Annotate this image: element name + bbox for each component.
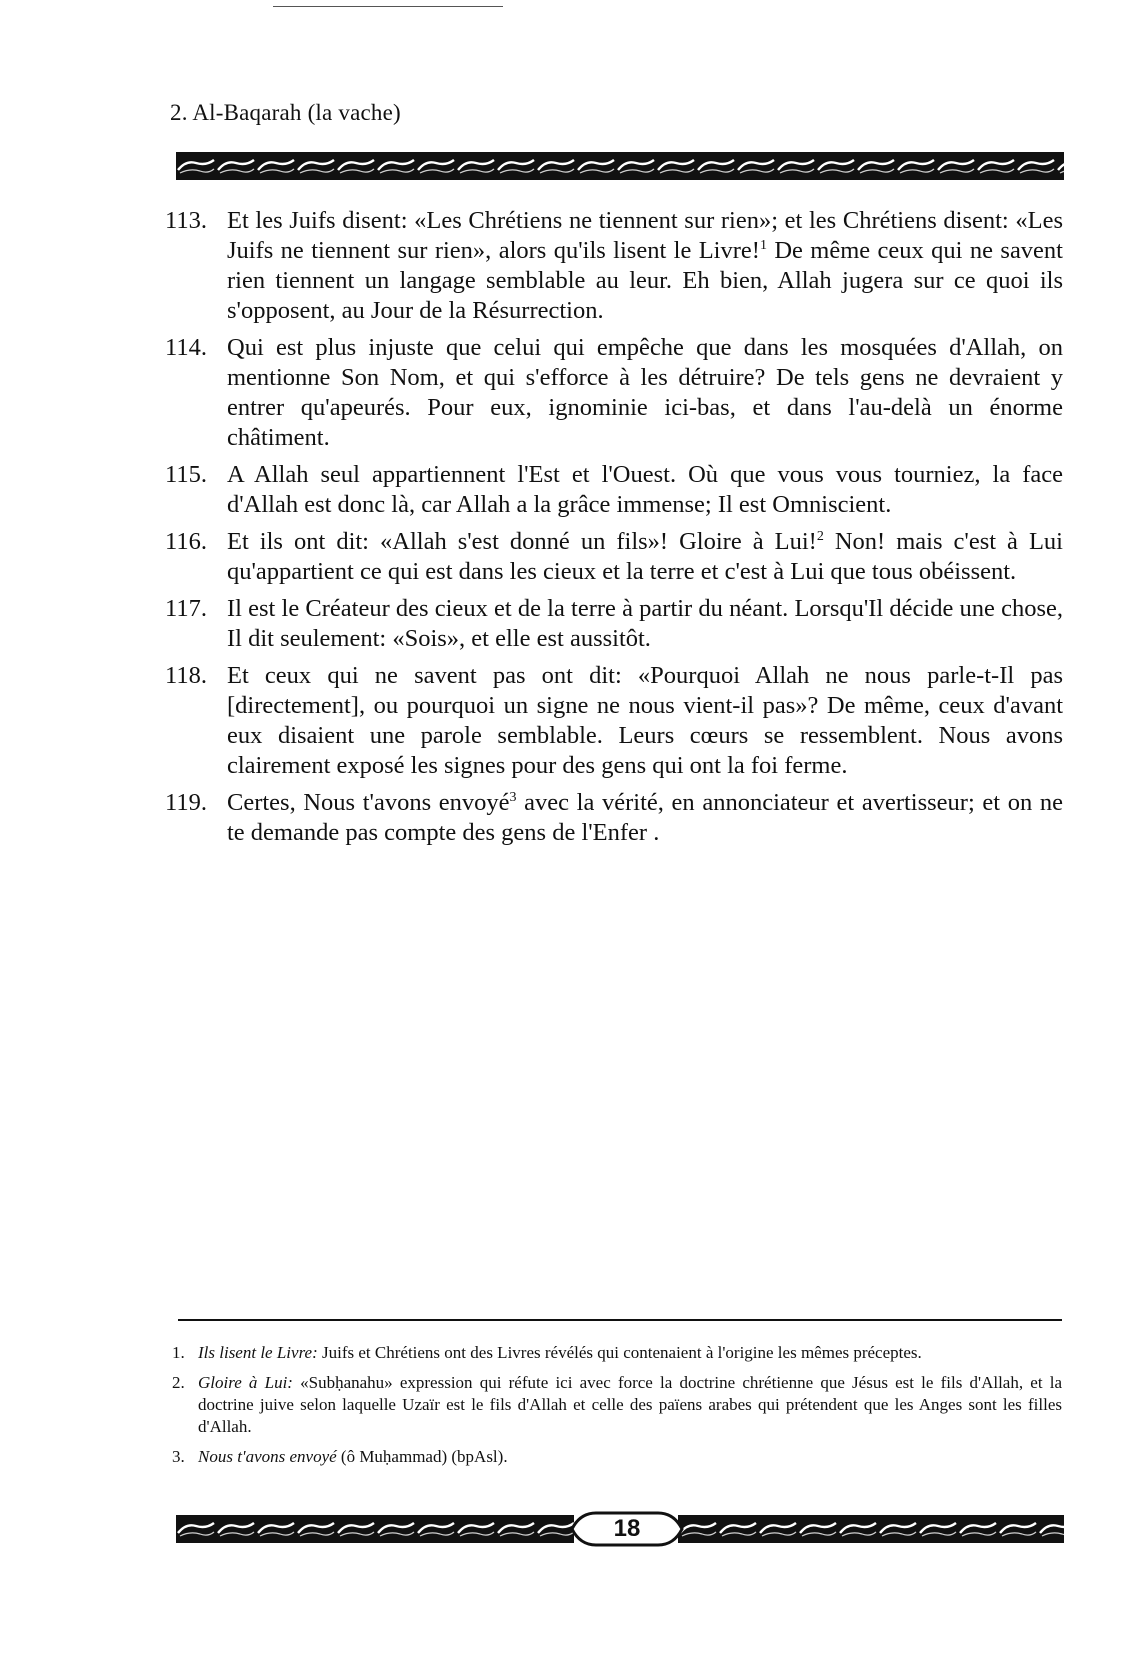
verse-body: Qui est plus injuste que celui qui empêche que dans les mosquées d'Allah, on mentionne Son Nom, et qui s'efforce à les détruire? De tels gens ne devraient y entrer qu'apeurés. Pour eux, ignominie ici-bas, et dans l'au-delà un énorme châtiment. [227, 334, 1063, 451]
verse-body: A Allah seul appartiennent l'Est et l'Ouest. Où que vous vous tourniez, la face d'Allah est donc là, car Allah a la grâce immense; Il est Omniscient. [227, 461, 1063, 518]
verse-number: 115. [165, 461, 207, 488]
ornamental-band-bottom-left [176, 1515, 574, 1543]
verse-number: 116. [165, 528, 207, 555]
footnote-text: Juifs et Chrétiens ont des Livres révélés qui contenaient à l'origine les mêmes préceptes. [317, 1343, 922, 1362]
verse-text [227, 788, 1063, 848]
verse-text [227, 333, 1063, 453]
footnotes-block [172, 1342, 1062, 1476]
footnote-number: 3. [172, 1447, 185, 1466]
ornamental-band-top [176, 152, 1064, 180]
top-rule [273, 6, 503, 7]
verse-number: 119. [165, 789, 207, 816]
footnote-text: (ô Muḥammad) (bpAsl). [336, 1447, 508, 1466]
footnote-3 [172, 1446, 1062, 1468]
verse-number: 117. [165, 595, 207, 622]
footnote-ref: 1 [759, 237, 767, 253]
verse-text [227, 206, 1063, 326]
surah-title: 2. Al-Baqarah (la vache) [170, 100, 401, 125]
verse-116 [165, 527, 1063, 587]
verse-body-cont: De même ceux qui ne savent rien tiennent un langage semblable au leur. Eh bien, Allah jugera sur ce quoi ils s'opposent, au Jour de la Résurrection. [227, 237, 1063, 324]
verse-118 [165, 661, 1063, 781]
footnote-number: 1. [172, 1343, 185, 1362]
footnote-1 [172, 1342, 1062, 1364]
verse-text [227, 661, 1063, 781]
verse-body-cont: avec la vérité, en annonciateur et avertisseur; et on ne te demande pas compte des gens de l'Enfer . [227, 789, 1063, 846]
verse-body: Et les Juifs disent: «Les Chrétiens ne tiennent sur rien»; et les Chrétiens disent: «Les Juifs ne tiennent sur rien», alors qu'ils lisent le Livre! [227, 207, 1063, 264]
footnote-2 [172, 1372, 1062, 1438]
verse-text [227, 527, 1063, 587]
verse-text [227, 594, 1063, 654]
page-number-cartouche [566, 1509, 688, 1549]
verse-number: 114. [165, 334, 207, 361]
page-number: 18 [613, 1515, 641, 1542]
verse-body: Et ils ont dit: «Allah s'est donné un fils»! Gloire à Lui! [227, 528, 817, 555]
verses-block [165, 206, 1063, 855]
footnote-term: Nous t'avons envoyé [198, 1447, 337, 1466]
verse-body: Il est le Créateur des cieux et de la terre à partir du néant. Lorsqu'Il décide une chose, Il dit seulement: «Sois», et elle est aussitôt. [227, 595, 1063, 652]
footnote-divider [178, 1319, 1062, 1321]
footnote-text: «Subḥanahu» expression qui réfute ici avec force la doctrine chrétienne que Jésus est le fils d'Allah, et la doctrine juive selon laquelle Uzaïr est le fils d'Allah et celle des païens arabes qui prétendent que les Anges sont les filles d'Allah. [198, 1373, 1063, 1436]
ornament-pattern-icon [176, 1517, 574, 1541]
verse-115 [165, 460, 1063, 520]
verse-119 [165, 788, 1063, 848]
footnote-term: Ils lisent le Livre: [198, 1343, 318, 1362]
ornament-pattern-icon [176, 154, 1064, 178]
verse-117 [165, 594, 1063, 654]
verse-113 [165, 206, 1063, 326]
verse-number: 118. [165, 662, 207, 689]
verse-text [227, 460, 1063, 520]
ornament-pattern-icon [678, 1517, 1064, 1541]
footnote-ref: 3 [509, 789, 517, 805]
footnote-term: Gloire à Lui: [198, 1373, 293, 1392]
verse-body: Certes, Nous t'avons envoyé [227, 789, 510, 816]
verse-body: Et ceux qui ne savent pas ont dit: «Pourquoi Allah ne nous parle-t-Il pas [directement], ou pourquoi un signe ne nous vient-il pas»? De même, ceux d'avant eux disaient une parole semblable. Leurs cœurs se ressemblent. Nous avons clairement exposé les signes pour des gens qui ont la foi ferme. [227, 662, 1063, 779]
verse-body-cont: Non! mais c'est à Lui qu'appartient ce qui est dans les cieux et la terre et c'est à Lui que tous obéissent. [227, 528, 1063, 585]
footnote-number: 2. [172, 1373, 185, 1392]
footnote-ref: 2 [816, 528, 824, 544]
ornamental-band-bottom-right [678, 1515, 1064, 1543]
verse-number: 113. [165, 207, 207, 234]
verse-114 [165, 333, 1063, 453]
